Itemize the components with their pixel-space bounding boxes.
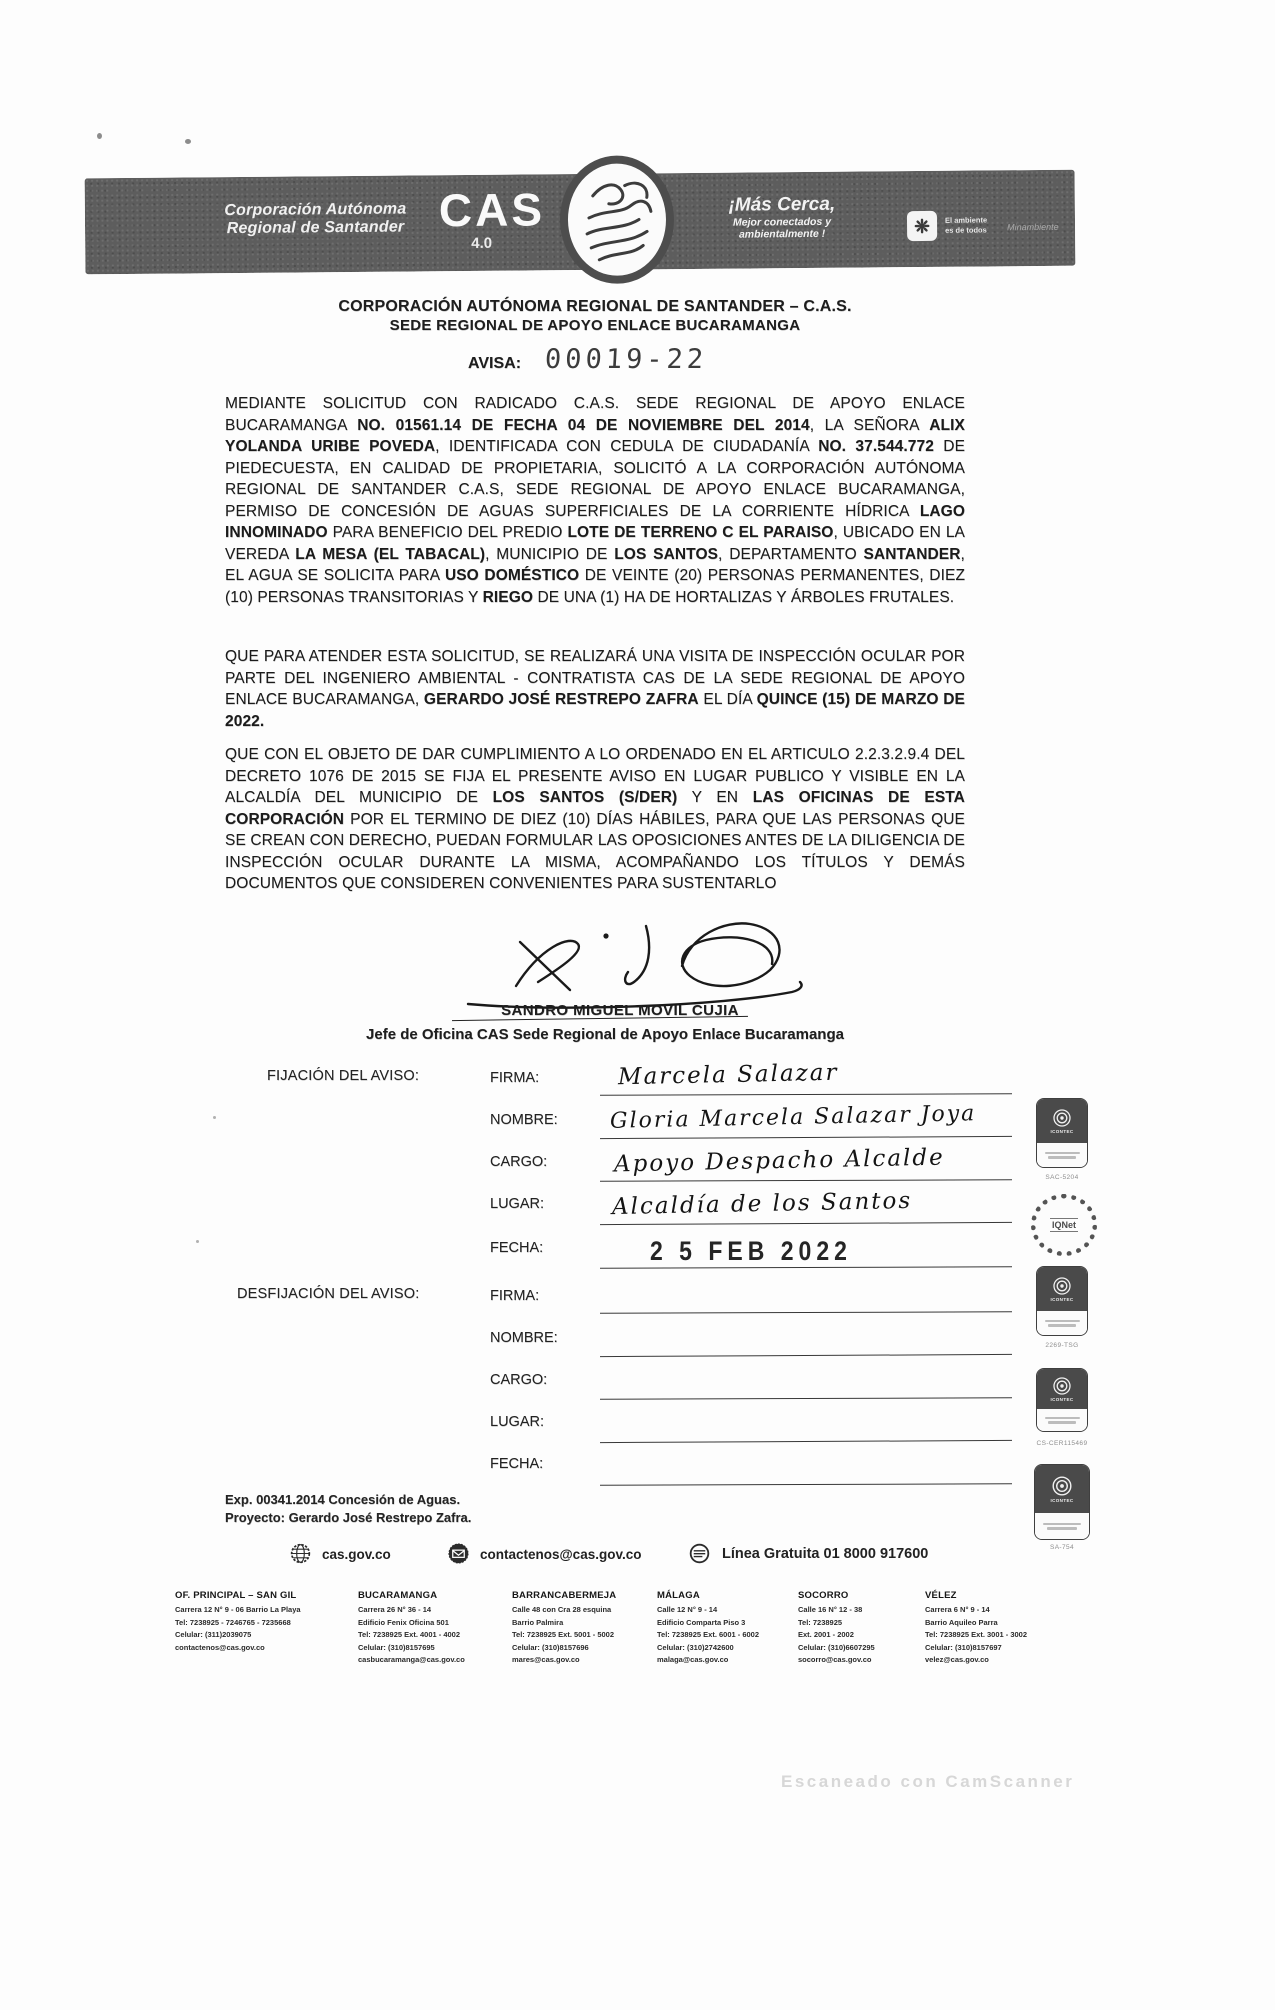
office-line: Carrera 12 N° 9 - 06 Barrio La Playa [175, 1605, 301, 1614]
office-line: Barrio Palmira [512, 1617, 564, 1627]
icontec-rings-icon [1052, 1276, 1072, 1296]
office-line: Calle 16 N° 12 - 38 [798, 1605, 863, 1614]
scan-speck [185, 139, 191, 144]
gov-text-line2: es de todos [945, 224, 987, 235]
office-line: Tel: 7238925 Ext. 3001 - 3002 [925, 1630, 1028, 1639]
fijacion-cargo-label: CARGO: [490, 1154, 548, 1170]
office-malaga [657, 1590, 797, 1667]
icontec-rings-icon [1051, 1475, 1073, 1497]
fijacion-nombre-value: Gloria Marcela Salazar Joya [609, 1101, 977, 1134]
fijacion-lugar-value: Alcaldía de los Santos [611, 1187, 913, 1221]
office-line: Calle 12 N° 9 - 14 [657, 1605, 718, 1614]
icontec-rings-icon [1052, 1108, 1072, 1128]
icontec-seal-4 [1034, 1464, 1090, 1540]
proyecto-note: Proyecto: Gerardo José Restrepo Zafra. [225, 1510, 472, 1525]
icontec-seal-3 [1036, 1368, 1088, 1432]
desfijacion-nombre-label: NOMBRE: [490, 1330, 558, 1346]
globe-icon [289, 1542, 312, 1565]
office-name: OF. PRINCIPAL – SAN GIL [175, 1590, 297, 1601]
gov-logo-box [907, 211, 937, 241]
office-name: BARRANCABERMEJA [512, 1590, 617, 1601]
office-line: Celular: (310)6607295 [798, 1642, 875, 1652]
office-line: Celular: (310)8157695 [358, 1642, 435, 1652]
desfijacion-cargo-label: CARGO: [490, 1372, 548, 1388]
desfijacion-firma-label: FIRMA: [490, 1288, 540, 1304]
iqnet-label: IQNet [1051, 1220, 1076, 1230]
seal-3-caption: CS-CER115469 [1036, 1440, 1088, 1447]
hotline-text: Línea Gratuita 01 8000 917600 [722, 1546, 929, 1562]
fijacion-fecha-label: FECHA: [490, 1240, 544, 1256]
office-line: Carrera 26 N° 36 - 14 [358, 1605, 432, 1614]
office-line: mares@cas.gov.co [512, 1655, 580, 1664]
office-line: Tel: 7238925 Ext. 5001 - 5002 [512, 1630, 615, 1639]
signatory-role: Jefe de Oficina CAS Sede Regional de Apoyo Enlace Bucaramanga [366, 1026, 844, 1043]
icontec-seal-2 [1036, 1266, 1088, 1336]
office-line: Celular: (310)8157697 [925, 1642, 1002, 1652]
paragraph-request: MEDIANTE SOLICITUD CON RADICADO C.A.S. SEDE REGIONAL DE APOYO ENLACE BUCARAMANGA NO. 01561.14 DE FECHA 04 DE NOVIEMBRE DEL 2014, LA SEÑORA ALIX YOLANDA URIBE POVEDA, IDENTIFICADA CON CEDULA DE CIUDADANÍA NO. 37.544.772 DE PIEDECUESTA, EN CALIDAD DE PROPIETARIA, SOLICITÓ A LA CORPORACIÓN AUTÓNOMA REGIONAL DE SANTANDER C.A.S, SEDE REGIONAL DE APOYO ENLACE BUCARAMANGA, PERMISO DE CONCESIÓN DE AGUAS SUPERFICIALES DE LA CORRIENTE HÍDRICA LAGO INNOMINADO PARA BENEFICIO DEL PREDIO LOTE DE TERRENO C EL PARAISO, UBICADO EN LA VEREDA LA MESA (EL TABACAL), MUNICIPIO DE LOS SANTOS, DEPARTAMENTO SANTANDER, EL AGUA SE SOLICITA PARA USO DOMÉSTICO DE VEINTE (20) PERSONAS PERMANENTES, DIEZ (10) PERSONAS TRANSITORIAS Y RIEGO DE UNA (1) HA DE HORTALIZAS Y ÁRBOLES FRUTALES. [225, 395, 966, 606]
fijacion-title: FIJACIÓN DEL AVISO: [267, 1068, 420, 1084]
fijacion-fecha-stamp: 2 5 FEB 2022 [650, 1235, 852, 1266]
avisa-label: AVISA: [468, 355, 522, 372]
seal-1-caption: SAC-5204 [1045, 1174, 1079, 1181]
desfijacion-cargo-line [600, 1397, 1012, 1399]
office-name: SOCORRO [798, 1590, 849, 1601]
scan-speck [213, 1116, 216, 1119]
office-line: Barrio Aquileo Parra [925, 1617, 998, 1627]
office-barrancabermeja [512, 1590, 657, 1667]
office-name: MÁLAGA [657, 1590, 700, 1601]
scan-speck [196, 1240, 199, 1243]
scan-speck [97, 133, 102, 139]
office-line: velez@cas.gov.co [925, 1655, 989, 1664]
gov-right-text: Minambiente [1007, 221, 1059, 233]
slogan-line1: ¡Más Cerca, [728, 193, 836, 216]
email-text: contactenos@cas.gov.co [480, 1547, 642, 1562]
gov-text-line1: El ambiente [944, 215, 988, 225]
expediente-note: Exp. 00341.2014 Concesión de Aguas. [225, 1492, 461, 1507]
desfijacion-lugar-line [600, 1440, 1012, 1443]
cas-version: 4.0 [471, 234, 493, 252]
fijacion-nombre-line [600, 1136, 1012, 1139]
office-line: Celular: (310)8157696 [512, 1642, 589, 1652]
iqnet-seal [1031, 1194, 1097, 1256]
office-socorro [798, 1590, 918, 1667]
office-name: VÉLEZ [925, 1590, 957, 1601]
seal-2-caption: 2269-TSG [1045, 1342, 1079, 1349]
office-name: BUCARAMANGA [358, 1590, 438, 1601]
mail-icon [447, 1542, 470, 1565]
paragraph-inspection: QUE PARA ATENDER ESTA SOLICITUD, SE REALIZARÁ UNA VISITA DE INSPECCIÓN OCULAR POR PARTE DEL INGENIERO AMBIENTAL - CONTRATISTA CAS DE LA SEDE REGIONAL DE APOYO ENLACE BUCARAMANGA, GERARDO JOSÉ RESTREPO ZAFRA EL DÍA QUINCE (15) DE MARZO DE 2022. [225, 648, 965, 730]
desfijacion-fecha-line [600, 1483, 1012, 1485]
notice-number-stamp: 00019-22 [544, 344, 708, 375]
org-name [213, 200, 418, 238]
fijacion-lugar-label: LUGAR: [490, 1196, 544, 1212]
fijacion-nombre-label: NOMBRE: [490, 1112, 558, 1128]
office-line: Celular: (311)2039075 [175, 1630, 252, 1639]
office-line: Tel: 7238925 Ext. 6001 - 6002 [657, 1630, 760, 1639]
office-line: Tel: 7238925 - 7246765 - 7235668 [175, 1617, 291, 1627]
document-title-line2: SEDE REGIONAL DE APOYO ENLACE BUCARAMANGA [389, 317, 801, 334]
org-name-line1: Corporación Autónoma [224, 200, 407, 220]
camscanner-watermark: Escaneado con CamScanner [781, 1772, 1075, 1791]
icontec-brand: ICONTEC [1050, 1129, 1074, 1134]
fijacion-cargo-line [600, 1179, 1012, 1181]
office-line: Edificio Fenix Oficina 501 [358, 1617, 449, 1627]
slogan-line2: Mejor conectados y [732, 215, 832, 229]
cas-logo-icon [558, 153, 675, 286]
office-line: Tel: 7238925 Ext. 4001 - 4002 [358, 1630, 461, 1639]
office-line: Calle 48 con Cra 28 esquina [512, 1605, 612, 1614]
slogan [712, 194, 852, 241]
seal-4-caption: SA-754 [1049, 1544, 1075, 1551]
document-title-line1: CORPORACIÓN AUTÓNOMA REGIONAL DE SANTANDER – C.A.S. [338, 298, 852, 315]
fijacion-lugar-line [600, 1222, 1012, 1225]
office-line: Carrera 6 N° 9 - 14 [925, 1605, 990, 1614]
slogan-line3: ambientalmente ! [738, 227, 826, 241]
office-line: Tel: 7238925 [798, 1617, 843, 1627]
cas-header-banner [85, 170, 1076, 275]
office-line: malaga@cas.gov.co [657, 1655, 729, 1664]
gov-logo-text [945, 215, 987, 234]
icontec-brand: ICONTEC [1050, 1498, 1074, 1503]
office-line: Ext. 2001 - 2002 [798, 1630, 854, 1639]
cas-wordmark: CAS [438, 183, 546, 237]
handwritten-signature [420, 908, 820, 1013]
office-line: casbucaramanga@cas.gov.co [358, 1655, 465, 1664]
office-velez [925, 1590, 1075, 1667]
desfijacion-lugar-label: LUGAR: [490, 1414, 544, 1430]
office-line: socorro@cas.gov.co [798, 1655, 872, 1664]
paragraph-legal: QUE CON EL OBJETO DE DAR CUMPLIMIENTO A LO ORDENADO EN EL ARTICULO 2.2.3.2.9.4 DEL DECRETO 1076 DE 2015 SE FIJA EL PRESENTE AVISO EN LUGAR PUBLICO Y VISIBLE EN LA ALCALDÍA DEL MUNICIPIO DE LOS SANTOS (S/DER) Y EN LAS OFICINAS DE ESTA CORPORACIÓN POR EL TERMINO DE DIEZ (10) DÍAS HÁBILES, PARA QUE LAS PERSONAS QUE SE CREAN CON DERECHO, PUEDAN FORMULAR LAS OPOSICIONES ANTES DE LA DILIGENCIA DE INSPECCIÓN OCULAR DURANTE LA MISMA, ACOMPAÑANDO LOS TÍTULOS Y DEMÁS DOCUMENTOS QUE CONSIDEREN CONVENIENTES PARA SUSTENTARLO [225, 746, 965, 892]
icontec-seal-1 [1036, 1098, 1088, 1168]
office-line: contactenos@cas.gov.co [175, 1642, 265, 1652]
icontec-rings-icon [1052, 1376, 1072, 1396]
fijacion-firma-label: FIRMA: [490, 1070, 540, 1086]
phone-line-icon [688, 1542, 711, 1565]
office-bucaramanga [358, 1590, 508, 1667]
fijacion-cargo-value: Apoyo Despacho Alcalde [613, 1144, 945, 1178]
desfijacion-fecha-label: FECHA: [490, 1456, 544, 1472]
signatory-name: SANDRO MIGUEL MOVIL CUJIA [501, 1002, 739, 1019]
desfijacion-firma-line [600, 1311, 1012, 1313]
icontec-brand: ICONTEC [1050, 1297, 1074, 1302]
icontec-brand: ICONTEC [1050, 1397, 1074, 1402]
office-line: Edificio Comparta Piso 3 [657, 1617, 746, 1627]
org-name-line2: Regional de Santander [226, 218, 405, 238]
flower-icon [913, 217, 931, 235]
office-line: Celular: (310)2742600 [657, 1642, 734, 1652]
desfijacion-nombre-line [600, 1354, 1012, 1357]
fijacion-firma-value: Marcela Salazar [617, 1059, 839, 1091]
office-san-gil [175, 1590, 350, 1654]
website-text: cas.gov.co [322, 1547, 391, 1562]
fijacion-firma-line [600, 1093, 1012, 1095]
desfijacion-title: DESFIJACIÓN DEL AVISO: [237, 1286, 420, 1302]
